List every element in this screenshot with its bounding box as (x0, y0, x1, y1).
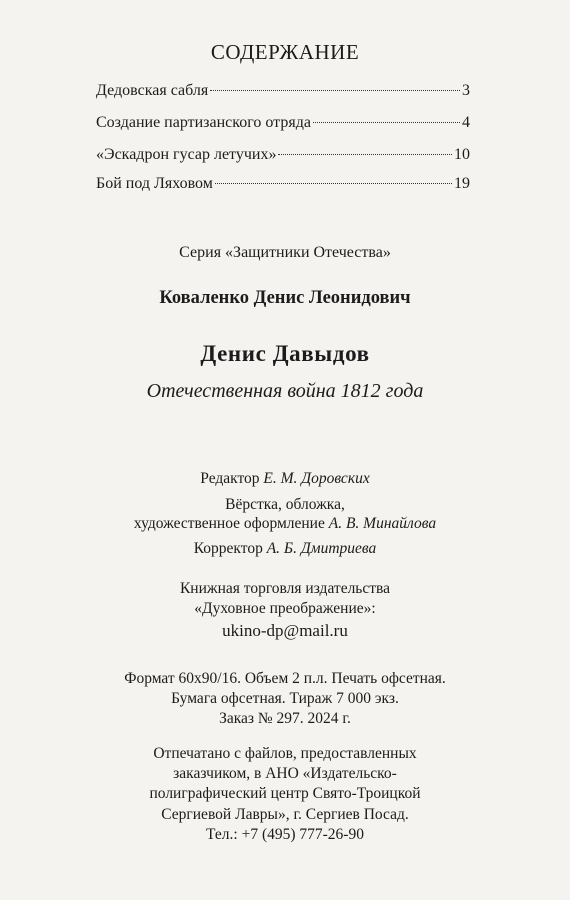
layout-credit-line2 (0, 515, 570, 533)
layout-credit-line1: Вёрстка, обложка, (225, 496, 345, 513)
publisher-line2: «Духовное преображение»: (194, 600, 376, 617)
toc-item (96, 114, 470, 132)
editor-credit (0, 470, 570, 488)
toc-title: СОДЕРЖАНИЕ (210, 40, 360, 64)
toc-item-label: Дедовская сабля (96, 82, 209, 99)
toc-item-label: «Эскадрон гусар летучих» (96, 146, 277, 163)
author-name: Коваленко Денис Леонидович (159, 288, 411, 308)
publisher-email: ukino-dp@mail.ru (222, 621, 348, 640)
toc-item-page: 3 (462, 82, 470, 99)
toc-item-page: 10 (454, 146, 470, 163)
proofreader-credit (0, 540, 570, 558)
toc-item-label: Создание партизанского отряда (96, 114, 311, 131)
layout-role: художественное оформление (133, 515, 325, 532)
imprint-line3: Заказ № 297. 2024 г. (219, 710, 351, 727)
toc-item-label: Бой под Ляховом (96, 175, 213, 192)
publisher-line1: Книжная торговля издательства (179, 580, 391, 597)
toc-item-page: 19 (454, 175, 470, 192)
toc-leader-dots (210, 90, 460, 91)
printer-line4: Сергиевой Лавры», г. Сергиев Посад. (161, 806, 409, 823)
toc-item (96, 82, 470, 100)
imprint-line2: Бумага офсетная. Тираж 7 000 экз. (171, 690, 399, 707)
editor-name: Е. М. Доровских (263, 470, 370, 487)
printer-line1: Отпечатано с файлов, предоставленных (153, 745, 417, 762)
series-line: Серия «Защитники Отечества» (179, 244, 391, 261)
printer-line2: заказчиком, в АНО «Издательско- (173, 765, 397, 782)
toc-item (96, 146, 470, 164)
book-title: Денис Давыдов (200, 341, 370, 366)
toc-leader-dots (278, 154, 452, 155)
toc-leader-dots (313, 122, 460, 123)
proofreader-role: Корректор (193, 540, 263, 557)
proofreader-name: А. Б. Дмитриева (266, 540, 377, 557)
editor-role: Редактор (200, 470, 260, 487)
printer-line3: полиграфический центр Свято-Троицкой (149, 785, 421, 802)
toc-item-page: 4 (462, 114, 470, 131)
layout-name: А. В. Минайлова (328, 515, 437, 532)
toc-item (96, 175, 470, 193)
book-subtitle: Отечественная война 1812 года (146, 380, 424, 402)
printer-phone: Тел.: +7 (495) 777-26-90 (206, 826, 364, 843)
imprint-line1: Формат 60х90/16. Объем 2 п.л. Печать офсетная. (124, 670, 446, 687)
toc-leader-dots (215, 183, 452, 184)
